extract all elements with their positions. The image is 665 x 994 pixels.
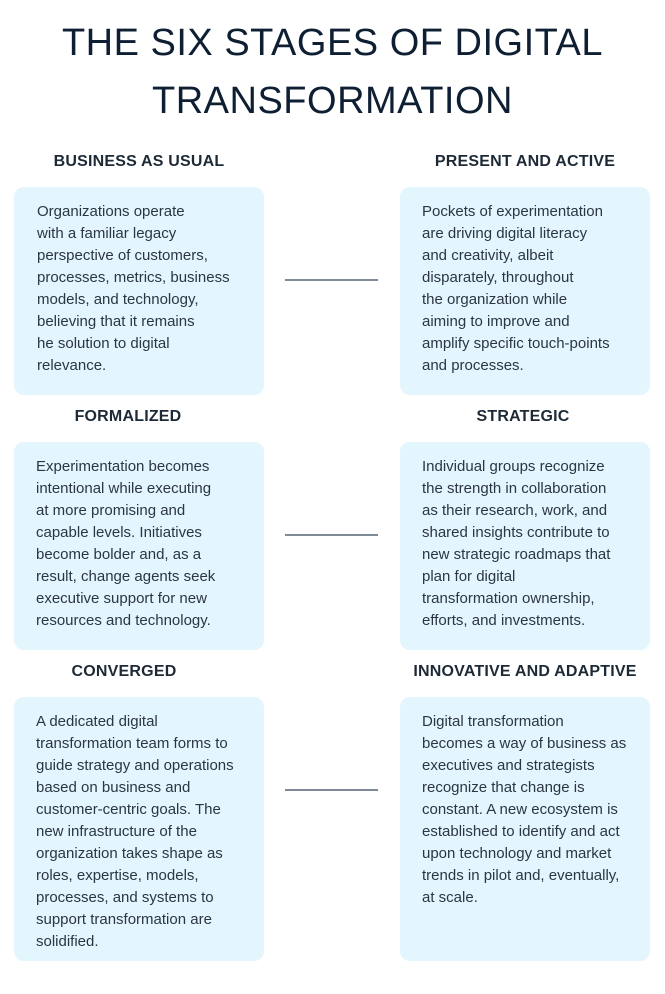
- stage-text-line: capable levels. Initiatives: [36, 524, 202, 541]
- stage-text-line: based on business and: [36, 779, 191, 796]
- stage-text-line: trends in pilot and, eventually,: [422, 867, 620, 884]
- page-title: [0, 14, 665, 130]
- stage-text-line: solidified.: [36, 933, 99, 950]
- stage-text-line: become bolder and, as a: [36, 546, 202, 563]
- stage-text-line: he solution to digital: [37, 335, 170, 352]
- stage-description-innovative-and-adaptive: [422, 711, 650, 909]
- stage-card-formalized: [14, 442, 264, 650]
- stage-text-line: new strategic roadmaps that: [422, 546, 611, 563]
- stage-text-line: at scale.: [422, 889, 478, 906]
- stage-card-converged: [14, 697, 264, 961]
- stage-text-line: becomes a way of business as: [422, 735, 627, 752]
- stage-text-line: transformation ownership,: [422, 590, 595, 607]
- stage-text-line: amplify specific touch-points: [422, 335, 610, 352]
- stage-card-strategic: [400, 442, 650, 650]
- stage-text-line: are driving digital literacy: [422, 225, 588, 242]
- stage-text-line: the organization while: [422, 291, 568, 308]
- stage-text-line: Organizations operate: [37, 203, 185, 220]
- stage-text-line: constant. A new ecosystem is: [422, 801, 618, 818]
- stage-text-line: believing that it remains: [37, 313, 195, 330]
- stage-text-line: resources and technology.: [36, 612, 211, 629]
- stage-text-line: Experimentation becomes: [36, 458, 210, 475]
- stage-text-line: and processes.: [422, 357, 524, 374]
- stage-text-line: models, and technology,: [37, 291, 199, 308]
- stage-description-strategic: [422, 456, 650, 632]
- stage-card-present-and-active: [400, 187, 650, 395]
- stage-text-line: new infrastructure of the: [36, 823, 197, 840]
- stage-text-line: customer-centric goals. The: [36, 801, 221, 818]
- stage-text-line: intentional while executing: [36, 480, 212, 497]
- stage-text-line: shared insights contribute to: [422, 524, 610, 541]
- stage-text-line: with a familiar legacy: [37, 225, 177, 242]
- stage-text-line: disparately, throughout: [422, 269, 574, 286]
- stage-description-present-and-active: [422, 201, 650, 377]
- stage-text-line: Pockets of experimentation: [422, 203, 603, 220]
- stage-heading-formalized: FORMALIZED: [74, 408, 182, 425]
- stage-text-line: executive support for new: [36, 590, 207, 607]
- stage-text-line: upon technology and market: [422, 845, 612, 862]
- connector-line-row-3: [285, 789, 378, 791]
- stage-heading-business-as-usual: BUSINESS AS USUAL: [53, 153, 225, 170]
- stage-text-line: Individual groups recognize: [422, 458, 605, 475]
- stage-text-line: support transformation are: [36, 911, 212, 928]
- stage-text-line: relevance.: [37, 357, 107, 374]
- stage-text-line: the strength in collaboration: [422, 480, 607, 497]
- stage-text-line: executives and strategists: [422, 757, 595, 774]
- stage-text-line: processes, and systems to: [36, 889, 214, 906]
- stage-text-line: efforts, and investments.: [422, 612, 586, 629]
- stage-text-line: guide strategy and operations: [36, 757, 234, 774]
- stage-card-business-as-usual: [14, 187, 264, 395]
- stage-text-line: organization takes shape as: [36, 845, 223, 862]
- stage-text-line: and creativity, albeit: [422, 247, 554, 264]
- stage-card-innovative-and-adaptive: [400, 697, 650, 961]
- stage-description-formalized: [36, 456, 264, 632]
- page-title-line-1: THE SIX STAGES OF DIGITAL: [61, 22, 604, 64]
- stage-text-line: at more promising and: [36, 502, 186, 519]
- stage-text-line: aiming to improve and: [422, 313, 570, 330]
- page-title-line-2: TRANSFORMATION: [152, 80, 513, 122]
- stage-text-line: result, change agents seek: [36, 568, 216, 585]
- stage-heading-present-and-active: PRESENT AND ACTIVE: [434, 153, 616, 170]
- stage-text-line: as their research, work, and: [422, 502, 608, 519]
- stage-text-line: transformation team forms to: [36, 735, 228, 752]
- stage-text-line: Digital transformation: [422, 713, 564, 730]
- stage-heading-strategic: STRATEGIC: [476, 408, 570, 425]
- connector-line-row-2: [285, 534, 378, 536]
- stage-heading-innovative-and-adaptive: INNOVATIVE AND ADAPTIVE: [413, 663, 637, 680]
- connector-line-row-1: [285, 279, 378, 281]
- stage-text-line: perspective of customers,: [37, 247, 208, 264]
- stage-text-line: roles, expertise, models,: [36, 867, 199, 884]
- stage-text-line: processes, metrics, business: [37, 269, 230, 286]
- stage-text-line: established to identify and act: [422, 823, 620, 840]
- stage-text-line: A dedicated digital: [36, 713, 158, 730]
- stage-description-business-as-usual: [37, 201, 264, 377]
- stage-heading-converged: CONVERGED: [71, 663, 177, 680]
- stage-text-line: recognize that change is: [422, 779, 585, 796]
- stage-description-converged: [36, 711, 264, 953]
- stage-text-line: plan for digital: [422, 568, 516, 585]
